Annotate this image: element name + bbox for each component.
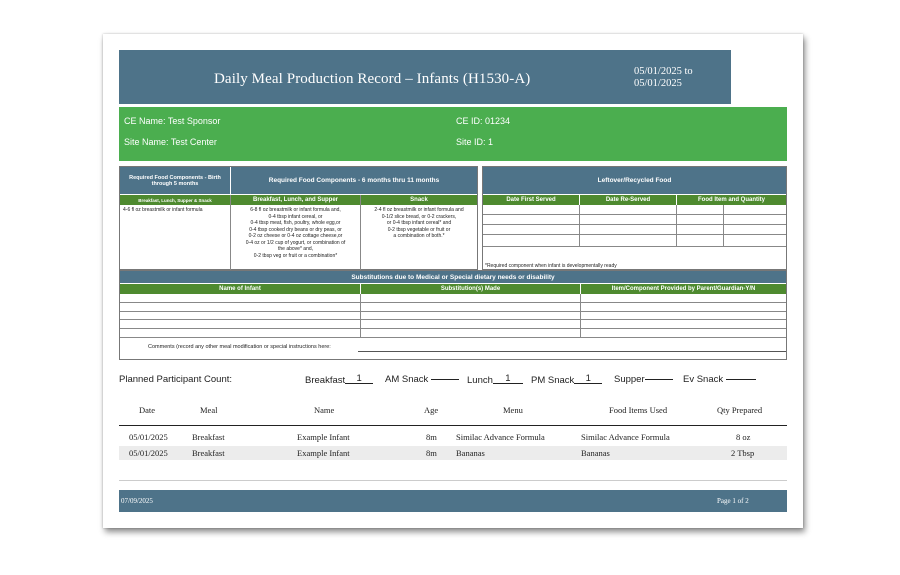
substitutions-table [119, 270, 787, 360]
col-name: Name [314, 405, 335, 415]
leftover-col-date-first: Date First Served [483, 195, 579, 205]
table-row: 05/01/2025 Breakfast Example Infant 8m Similac Advance Formula Similac Advance Formula 8 oz [129, 432, 751, 442]
planned-supper: Supper [614, 374, 673, 385]
lunch-count: 1 [493, 374, 523, 384]
bls-text: 6-8 fl oz breastmilk or infant formula and, 0-4 tbsp infant cereal, or 0-4 tbsp meat, fish, poultry, whole egg,or 0-4 tbsp cooked dry beans or dry peas, or 0-2 oz cheese or 0-4 oz cottage cheese,or 0-4 oz or 1/2 cup of yogurt, or combination of the above* and, 0-2 tbsp veg or fruit or a combination* [245, 207, 346, 259]
birth-subheader: Breakfast, Lunch, Supper & Snack [120, 195, 230, 205]
planned-am-snack: AM Snack [385, 374, 459, 385]
report-header [119, 50, 731, 104]
breakfast-count: 1 [345, 374, 373, 384]
subs-col-substitution: Substitution(s) Made [361, 284, 580, 294]
report-title: Daily Meal Production Record – Infants (H1530-A) [214, 71, 531, 87]
developmental-note: *Required component when infant is developmentally ready [485, 263, 617, 269]
leftover-table [482, 166, 787, 270]
leftover-header: Leftover/Recycled Food [483, 167, 786, 194]
col-meal: Meal [200, 405, 218, 415]
ce-id: CE ID: 01234 [456, 116, 511, 126]
am-snack-count [431, 379, 459, 380]
comments-label: Comments (record any other meal modification or special instructions here: [148, 344, 331, 350]
ce-info-banner [119, 107, 787, 161]
date-range [634, 66, 693, 90]
col-age: Age [424, 405, 439, 415]
leftover-col-food-item: Food Item and Quantity [677, 195, 786, 205]
bls-header: Breakfast, Lunch, and Supper [231, 195, 360, 205]
table-row: 05/01/2025 Breakfast Example Infant 8m Bananas Bananas 2 Tbsp [119, 446, 787, 460]
leftover-col-date-reserved: Date Re-Served [580, 195, 676, 205]
supper-count [645, 379, 673, 380]
date-to: 05/01/2025 [634, 78, 682, 89]
subs-col-provided: Item/Component Provided by Parent/Guardian-Y/N [581, 284, 786, 294]
planned-pm-snack: PM Snack 1 [531, 374, 602, 386]
planned-ev-snack: Ev Snack [683, 374, 756, 385]
planned-count-label: Planned Participant Count: [119, 374, 233, 385]
planned-breakfast: Breakfast 1 [305, 374, 373, 386]
subs-col-name: Name of Infant [120, 284, 360, 294]
snack-header: Snack [361, 195, 477, 205]
site-id: Site ID: 1 [456, 137, 494, 147]
pm-snack-count: 1 [574, 374, 602, 384]
required-components-table [119, 166, 478, 270]
site-name: Site Name: Test Center [124, 137, 217, 147]
ev-snack-count [726, 379, 756, 380]
footer-date: 07/09/2025 [121, 497, 153, 505]
ce-name: CE Name: Test Sponsor [124, 116, 221, 126]
substitutions-header: Substitutions due to Medical or Special dietary needs or disability [120, 271, 786, 283]
date-from: 05/01/2025 to [634, 66, 693, 77]
report-page [103, 34, 803, 528]
birth-text: 4-6 fl oz breastmilk or infant formula [123, 207, 203, 213]
planned-lunch: Lunch 1 [467, 374, 523, 386]
col-date: Date [139, 405, 156, 415]
col-qty: Qty Prepared [717, 405, 763, 415]
main-header: Required Food Components - 6 months thru 11 months [231, 167, 477, 194]
page-footer [119, 490, 787, 512]
col-food-items: Food Items Used [609, 405, 668, 415]
col-menu: Menu [503, 405, 523, 415]
page-number: Page 1 of 2 [717, 497, 749, 505]
birth-header: Required Food Components - Birth through 5 months [120, 167, 230, 194]
snack-text: 2-4 fl oz breastmilk or infant formula and 0-1/2 slice bread, or 0-2 crackers, or 0-4 tbsp infant cereal* and 0-2 tbsp vegetable or fruit or a combination of both.* [374, 207, 464, 239]
